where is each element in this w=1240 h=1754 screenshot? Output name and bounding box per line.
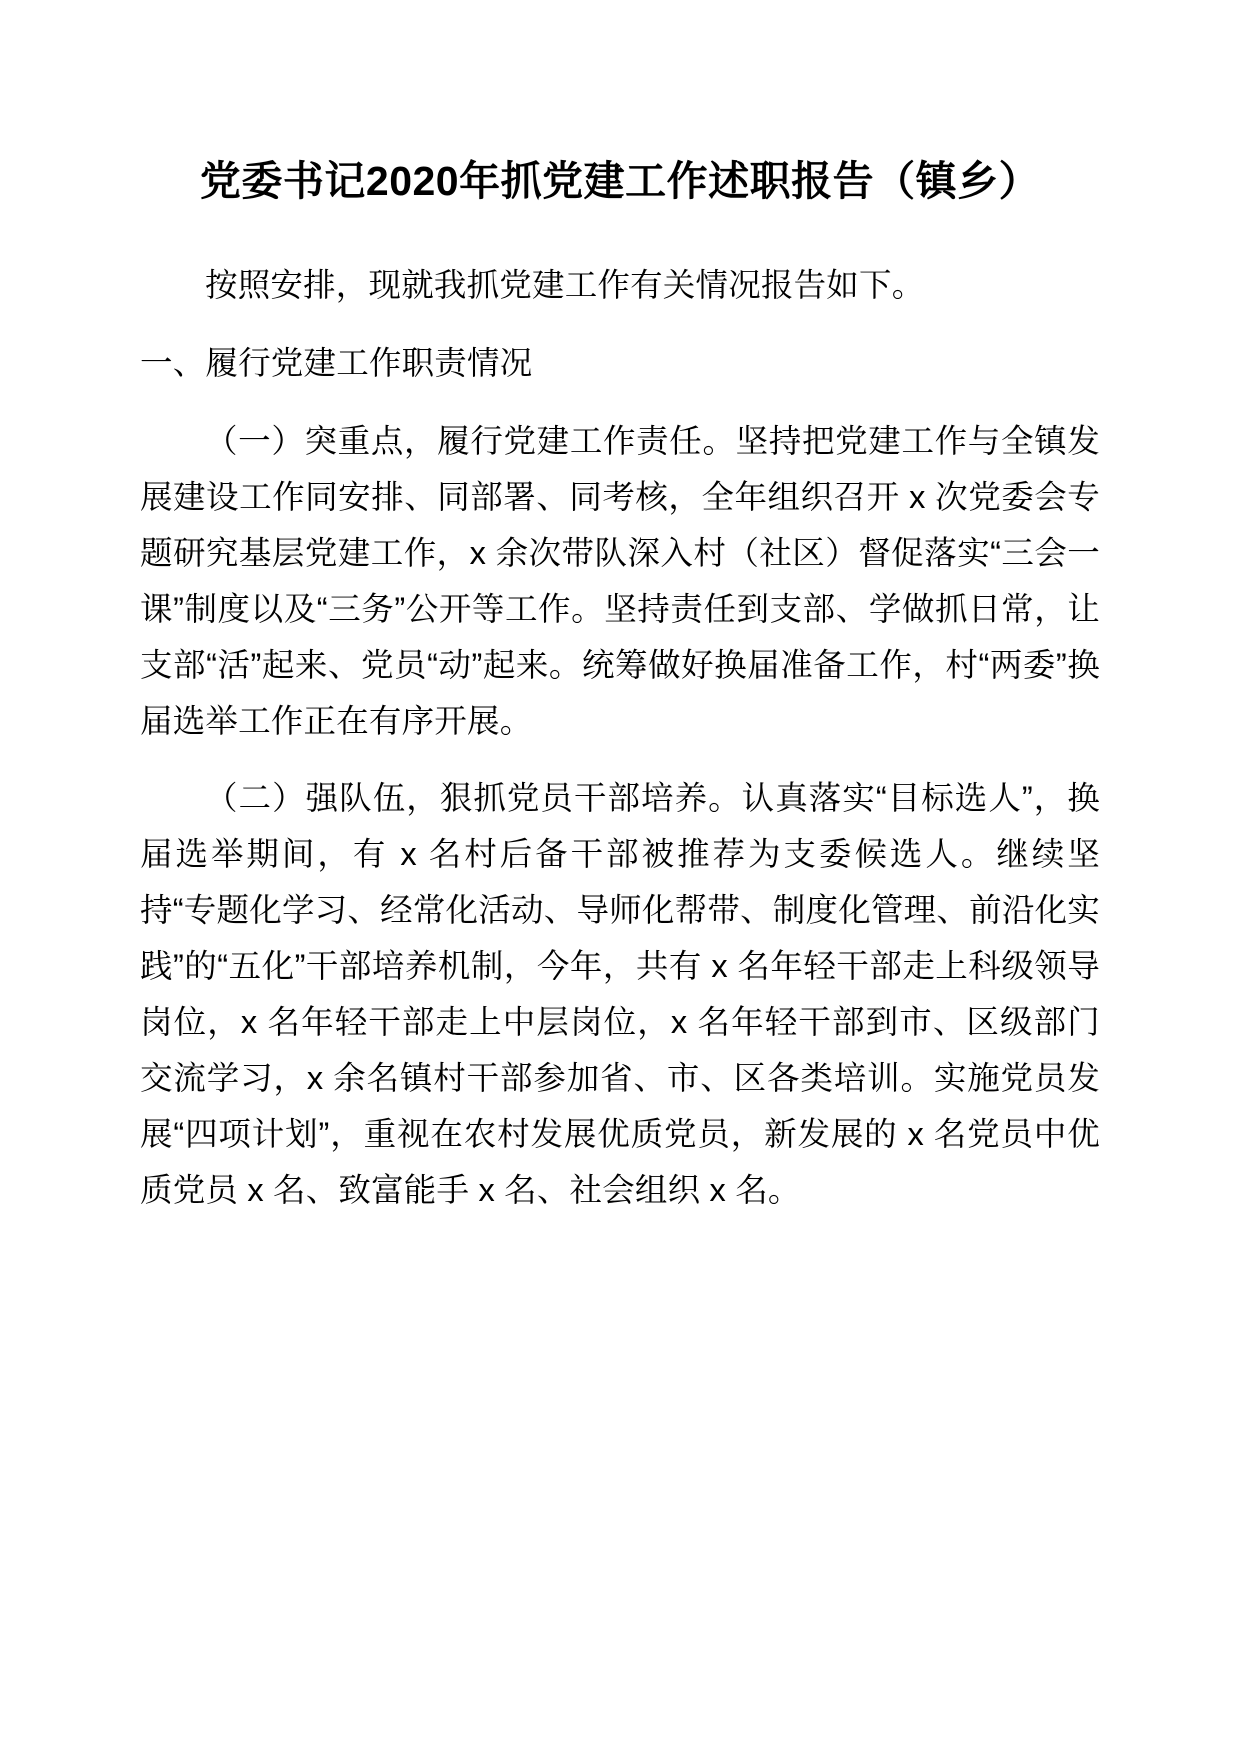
body-paragraph: （二）强队伍，狠抓党员干部培养。认真落实“目标选人”，换届选举期间，有 x 名村后备干部被推荐为支委候选人。继续坚持“专题化学习、经常化活动、导师化帮带、制度化管理、前沿化实践”的“五化”干部培养机制，今年，共有 x 名年轻干部走上科级领导岗位，x 名年轻干部走上中层岗位，x 名年轻干部到市、区级部门交流学习，x 余名镇村干部参加省、市、区各类培训。实施党员发展“四项计划”，重视在农村发展优质党员，新发展的 x 名党员中优质党员 x 名、致富能手 x 名、社会组织 x 名。 <box>140 780 1100 1208</box>
paragraph-spacer <box>140 400 1100 414</box>
paragraph-spacer <box>140 757 1100 771</box>
document-body <box>140 258 1100 1218</box>
page-title: 党委书记2020年抓党建工作述职报告（镇乡） <box>199 158 1041 204</box>
section-heading-1: 一、履行党建工作职责情况 <box>140 345 533 382</box>
body-paragraph: （一）突重点，履行党建工作责任。坚持把党建工作与全镇发展建设工作同安排、同部署、同考核，全年组织召开 x 次党委会专题研究基层党建工作，x 余次带队深入村（社区）督促落实“三会一课”制度以及“三务”公开等工作。坚持责任到支部、学做抓日常，让支部“活”起来、党员“动”起来。统筹做好换届准备工作，村“两委”换届选举工作正在有序开展。 <box>140 423 1100 739</box>
intro-paragraph: 按照安排，现就我抓党建工作有关情况报告如下。 <box>205 267 925 304</box>
paragraph-spacer <box>140 322 1100 336</box>
